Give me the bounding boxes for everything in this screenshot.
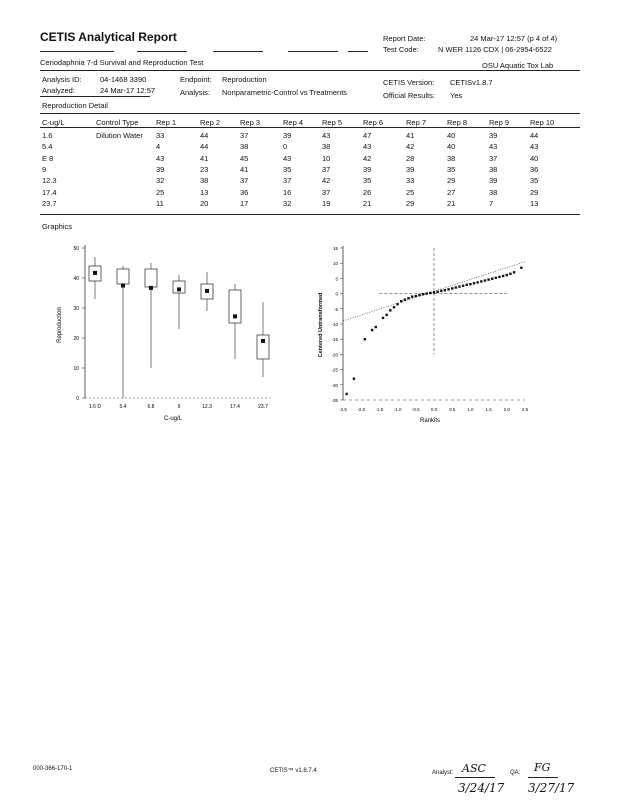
table-cell: 0 — [283, 142, 288, 152]
cetis-version-value: CETISv1.8.7 — [450, 78, 493, 87]
y-tick-label: -15 — [331, 337, 338, 343]
table-cell: 42 — [406, 142, 415, 152]
table-cell: 9 — [42, 164, 47, 174]
qq-plot-chart — [310, 240, 540, 425]
table-cell: 40 — [447, 142, 456, 152]
table-cell: 38 — [322, 142, 331, 152]
table-cell: 41 — [240, 164, 249, 174]
data-point — [506, 274, 508, 276]
data-point — [433, 291, 435, 293]
table-cell: 44 — [200, 131, 209, 140]
table-cell: 19 — [322, 198, 331, 208]
table-cell: 41 — [200, 153, 209, 163]
data-point — [426, 292, 428, 294]
column-header: Rep 8 — [447, 118, 468, 127]
official-results-value: Yes — [450, 91, 463, 100]
x-tick-label: 12.3 — [202, 404, 212, 410]
mean-marker — [261, 339, 265, 343]
data-point — [385, 314, 387, 316]
analyzed-label: Analyzed: — [42, 86, 75, 95]
mean-marker — [93, 271, 97, 275]
test-name: Ceriodaphnia 7-d Survival and Reproduction Test — [40, 58, 204, 67]
table-cell: 25 — [156, 187, 165, 197]
data-point — [400, 300, 402, 302]
detail-section-title: Reproduction Detail — [42, 101, 108, 110]
table-cell: 42 — [322, 176, 331, 186]
y-tick-label: -10 — [331, 322, 338, 327]
table-cell: 44 — [200, 142, 209, 152]
table-cell: 37 — [240, 176, 249, 186]
data-point — [389, 309, 391, 311]
table-cell: 29 — [447, 176, 456, 186]
table-cell: 42 — [363, 153, 372, 163]
column-header: Rep 10 — [530, 118, 555, 127]
table-cell: 20 — [200, 198, 209, 208]
lab-name: OSU Aquatic Tox Lab — [482, 61, 554, 70]
data-point — [484, 279, 486, 281]
table-cell: 36 — [240, 187, 249, 197]
table-cell: 32 — [283, 198, 292, 208]
data-point — [393, 306, 395, 308]
x-tick-label: -2.5 — [339, 407, 347, 412]
table-cell: 39 — [156, 164, 165, 174]
table-cell: 21 — [363, 198, 372, 208]
table-cell: 25 — [406, 187, 415, 197]
y-tick-label: 0 — [76, 396, 79, 402]
mean-marker — [121, 284, 125, 288]
y-tick-label: 0 — [335, 291, 338, 297]
table-cell: E 8 — [42, 153, 54, 163]
data-point — [429, 292, 431, 294]
table-cell: 21 — [447, 198, 456, 208]
data-point — [466, 284, 468, 286]
test-code-value: N WER 1126 CDX | 06-2954-6522 — [438, 45, 552, 54]
y-tick-label: 30 — [73, 306, 79, 312]
column-header: Control Type — [96, 118, 139, 127]
table-cell: 13 — [530, 198, 539, 208]
column-header: Rep 6 — [363, 118, 384, 127]
y-tick-label: 5 — [335, 276, 338, 282]
table-cell: 16 — [283, 187, 292, 197]
analyzed-value: 24 Mar-17 12:57 — [100, 86, 156, 95]
data-point — [502, 275, 504, 277]
data-point — [455, 286, 457, 288]
endpoint-value: Reproduction — [222, 75, 267, 84]
table-cell: 4 — [156, 142, 161, 152]
data-point — [498, 276, 500, 278]
table-cell: 12.3 — [42, 176, 57, 186]
column-header: C-ug/L — [42, 118, 65, 127]
analyst-date: 3/24/17 — [458, 781, 505, 795]
data-point — [509, 273, 511, 275]
table-cell: 40 — [447, 131, 456, 140]
x-tick-label: 2.0 — [503, 407, 510, 412]
table-cell: 38 — [489, 164, 498, 174]
data-point — [418, 294, 420, 296]
table-cell: 33 — [406, 176, 415, 186]
data-point — [513, 271, 515, 273]
data-point — [364, 338, 366, 340]
table-cell: 29 — [530, 187, 539, 197]
info-rule — [40, 96, 150, 97]
y-tick-label: 50 — [73, 246, 79, 252]
analysis-id-label: Analysis ID: — [42, 75, 82, 84]
data-point — [407, 297, 409, 299]
graphics-title: Graphics — [42, 222, 73, 231]
y-tick-label: -25 — [331, 367, 338, 373]
data-point — [345, 393, 347, 395]
table-cell: 43 — [283, 153, 292, 163]
table-cell: 37 — [322, 187, 331, 197]
y-tick-label: -20 — [331, 352, 338, 358]
analyst-initials: ASC — [462, 762, 486, 775]
table-cell: 38 — [240, 142, 249, 152]
table-cell: 43 — [530, 142, 539, 152]
box — [145, 269, 157, 287]
y-tick-label: 10 — [332, 261, 338, 267]
x-tick-label: -2.0 — [357, 407, 366, 412]
table-cell: 33 — [156, 131, 165, 140]
x-tick-label: 6.8 — [147, 404, 155, 410]
y-tick-label: 40 — [73, 276, 79, 282]
analysis-value: Nonparametric-Control vs Treatments — [222, 88, 348, 97]
table-cell: 36 — [530, 164, 539, 174]
document-id: 000-366-170-1 — [33, 766, 73, 772]
table-cell: 7 — [489, 198, 494, 208]
table-cell: 38 — [200, 176, 209, 186]
table-cell: 29 — [406, 198, 415, 208]
table-cell: 13 — [200, 187, 209, 197]
table-cell: 39 — [283, 131, 292, 140]
table-cell: 41 — [406, 131, 415, 140]
table-cell: Dilution Water — [96, 131, 143, 140]
info-top-rule — [40, 70, 580, 71]
qa-label: QA: — [510, 770, 521, 776]
data-point — [451, 287, 453, 289]
table-cell: 10 — [322, 153, 331, 163]
data-point — [491, 278, 493, 280]
header-rule — [348, 51, 368, 52]
table-cell: 47 — [363, 131, 372, 140]
table-cell: 39 — [406, 164, 415, 174]
table-cell: 26 — [363, 187, 372, 197]
x-tick-label: 0.0 — [430, 407, 438, 412]
table-cell: 23.7 — [42, 198, 57, 208]
table-cell: 17 — [240, 198, 249, 208]
report-date-label: Report Date: — [383, 34, 426, 43]
table-cell: 5.4 — [42, 142, 53, 152]
table-cell: 37 — [240, 131, 249, 140]
x-tick-label: -1.0 — [393, 407, 402, 412]
data-point — [440, 290, 442, 292]
data-point — [396, 303, 398, 305]
data-point — [495, 277, 497, 279]
analyst-sign-line — [455, 777, 495, 778]
y-tick-label: -35 — [331, 398, 338, 403]
cetis-version-label: CETIS Version: — [383, 78, 435, 87]
mean-marker — [205, 289, 209, 293]
table-cell: 32 — [156, 176, 165, 186]
x-tick-label: 0.5 — [449, 407, 456, 412]
table-cell: 43 — [322, 131, 331, 140]
table-cell: 35 — [447, 164, 456, 174]
x-tick-label: 17.4 — [230, 404, 240, 410]
data-point — [487, 278, 489, 280]
table-top-rule — [40, 113, 580, 114]
table-cell: 43 — [363, 142, 372, 152]
data-point — [476, 281, 478, 283]
data-point — [444, 289, 446, 291]
header-rule — [288, 51, 338, 52]
column-header: Rep 2 — [200, 118, 221, 127]
table-cell: 27 — [447, 187, 456, 197]
table-cell: 39 — [489, 131, 498, 140]
mean-marker — [149, 286, 153, 290]
x-axis-label: C-ug/L — [163, 416, 183, 422]
data-point — [447, 288, 449, 290]
table-cell: 44 — [530, 131, 539, 140]
table-cell: 43 — [156, 153, 165, 163]
data-point — [469, 283, 471, 285]
table-cell: 45 — [240, 153, 249, 163]
x-tick-label: 1.6 D — [89, 404, 101, 410]
x-tick-label: 9 — [177, 404, 181, 410]
table-cell: 37 — [489, 153, 498, 163]
table-bottom-rule — [40, 214, 580, 215]
table-cell: 39 — [363, 164, 372, 174]
qa-sign-line — [528, 777, 558, 778]
x-tick-label: -1.5 — [375, 407, 384, 412]
x-axis-label: Rankits — [419, 418, 441, 424]
y-tick-label: 15 — [332, 246, 338, 251]
data-point — [520, 267, 522, 269]
box — [257, 335, 269, 359]
x-tick-label: 23.7 — [258, 404, 268, 410]
y-axis-label: Reproduction — [57, 307, 63, 343]
table-cell: 37 — [283, 176, 292, 186]
data-point — [462, 284, 464, 286]
table-cell: 38 — [489, 187, 498, 197]
analysis-id-value: 04-1468 3390 — [100, 75, 147, 84]
table-cell: 1.6 — [42, 131, 53, 140]
table-cell: 35 — [530, 176, 539, 186]
table-cell: 28 — [406, 153, 415, 163]
data-point — [415, 295, 417, 297]
mean-marker — [233, 314, 237, 318]
endpoint-label: Endpoint: — [180, 75, 212, 84]
data-point — [404, 298, 406, 300]
analyst-label: Analyst: — [432, 770, 454, 776]
data-point — [436, 291, 438, 293]
report-date-value: 24 Mar-17 12:57 (p 4 of 4) — [470, 34, 558, 43]
table-cell: 38 — [447, 153, 456, 163]
column-header: Rep 4 — [283, 118, 304, 127]
column-header: Rep 3 — [240, 118, 261, 127]
data-point — [371, 329, 373, 331]
table-cell: 40 — [530, 153, 539, 163]
box — [117, 269, 129, 284]
data-point — [422, 293, 424, 295]
y-axis-label: Centered Untransformed — [318, 292, 324, 358]
y-tick-label: -5 — [333, 306, 338, 312]
column-header: Rep 5 — [322, 118, 343, 127]
table-cell: 35 — [283, 164, 292, 174]
table-cell: 37 — [322, 164, 331, 174]
y-tick-label: -30 — [331, 382, 338, 388]
table-cell: 43 — [489, 142, 498, 152]
table-cell: 39 — [489, 176, 498, 186]
column-header: Rep 7 — [406, 118, 427, 127]
analysis-label: Analysis: — [180, 88, 211, 97]
data-point — [411, 295, 413, 297]
header-rule — [137, 51, 187, 52]
x-tick-label: 1.0 — [467, 407, 474, 412]
x-tick-label: -0.5 — [411, 407, 420, 412]
y-tick-label: 20 — [73, 336, 79, 342]
header-rule — [40, 51, 114, 52]
data-point — [458, 285, 460, 287]
column-header: Rep 1 — [156, 118, 177, 127]
table-cell: 35 — [363, 176, 372, 186]
test-code-label: Test Code: — [383, 45, 419, 54]
data-point — [473, 282, 475, 284]
x-tick-label: 2.5 — [521, 407, 529, 412]
mean-marker — [177, 287, 181, 291]
data-point — [353, 378, 355, 380]
table-cell: 23 — [200, 164, 209, 174]
software-version: CETIS™ v1.8.7.4 — [270, 768, 317, 774]
data-point — [375, 326, 377, 328]
official-results-label: Official Results: — [383, 91, 435, 100]
header-rule — [213, 51, 263, 52]
table-header-rule — [40, 127, 580, 128]
table-cell: 17.4 — [42, 187, 57, 197]
report-title: CETIS Analytical Report — [40, 30, 177, 44]
reproduction-box-chart — [55, 240, 280, 425]
qa-date: 3/27/17 — [528, 781, 575, 795]
data-point — [382, 317, 384, 319]
x-tick-label: 5.4 — [119, 404, 127, 410]
column-header: Rep 9 — [489, 118, 510, 127]
data-point — [480, 280, 482, 282]
y-tick-label: 10 — [73, 366, 79, 372]
table-cell: 11 — [156, 198, 164, 208]
x-tick-label: 1.5 — [485, 407, 492, 412]
qa-initials: FG — [534, 761, 551, 774]
